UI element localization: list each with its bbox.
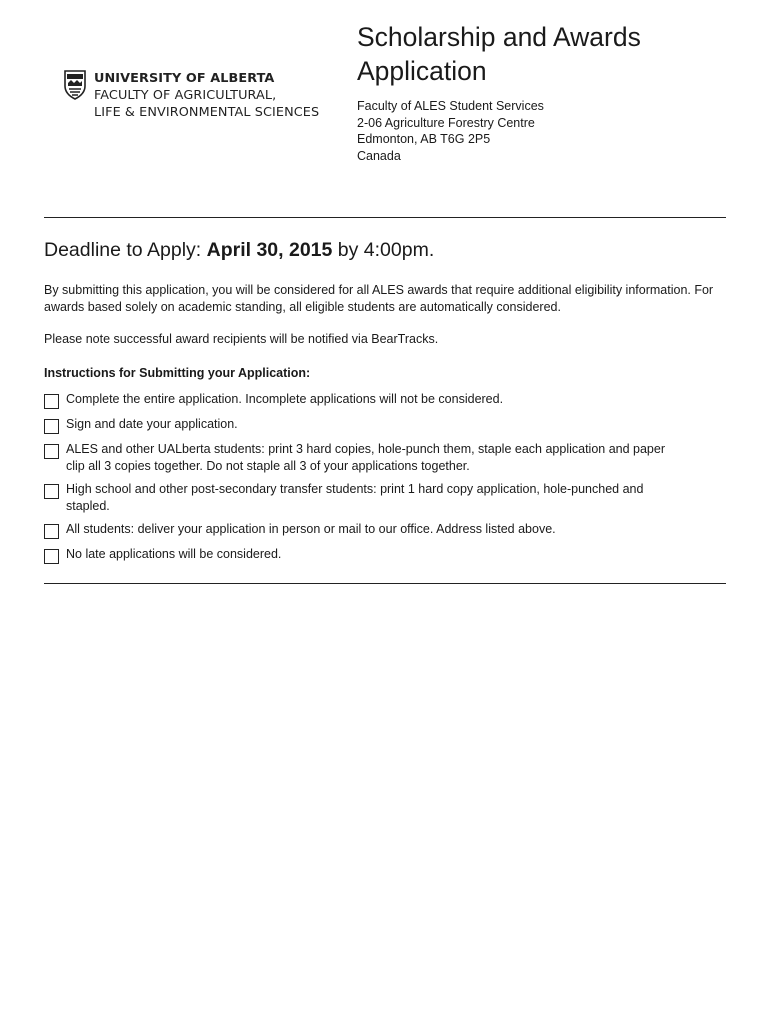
checkbox[interactable] <box>44 394 59 409</box>
address-line: 2-06 Agriculture Forestry Centre <box>357 115 535 130</box>
deadline-prefix: Deadline to Apply: <box>44 239 207 261</box>
checklist-item-text: ALES and other UALberta students: print 3 hard copies, hole-punch them, staple each application and paper clip all 3 copies together. Do not staple all 3 of your applications together. <box>66 442 665 473</box>
university-name: UNIVERSITY OF ALBERTA <box>94 71 275 86</box>
title-block <box>357 20 687 164</box>
address-line: Canada <box>357 148 401 163</box>
instructions-checklist <box>44 391 724 571</box>
checkbox[interactable] <box>44 484 59 499</box>
faculty-name-line2: LIFE & ENVIRONMENTAL SCIENCES <box>94 105 320 120</box>
checklist-item <box>44 481 724 514</box>
checkbox[interactable] <box>44 419 59 434</box>
checklist-item-text: Sign and date your application. <box>66 417 238 431</box>
eligibility-paragraph: By submitting this application, you will be considered for all ALES awards that require additional eligibility information. For awards based solely on academic standing, all eligible students are automatically considered. <box>44 283 714 314</box>
notification-paragraph: Please note successful award recipients will be notified via BearTracks. <box>44 332 439 346</box>
faculty-name <box>94 70 319 121</box>
instructions-heading: Instructions for Submitting your Application: <box>44 366 311 380</box>
checkbox[interactable] <box>44 524 59 539</box>
checklist-item-text: High school and other post-secondary transfer students: print 1 hard copy application, hole-punched and stapled. <box>66 482 644 513</box>
bottom-divider <box>44 583 726 584</box>
checklist-item <box>44 391 724 409</box>
university-logo <box>64 70 319 121</box>
university-crest-icon <box>64 70 86 100</box>
deadline-heading <box>44 237 434 263</box>
deadline-date: April 30, 2015 <box>206 239 333 261</box>
address-line: Faculty of ALES Student Services <box>357 99 544 113</box>
faculty-name-line1: FACULTY OF AGRICULTURAL, <box>94 88 277 103</box>
checklist-item <box>44 546 724 564</box>
checklist-item <box>44 416 724 434</box>
checklist-item-text: All students: deliver your application in person or mail to our office. Address listed above. <box>66 522 556 536</box>
checklist-item <box>44 441 724 474</box>
deadline-suffix: by 4:00pm. <box>332 239 435 261</box>
checkbox[interactable] <box>44 549 59 564</box>
checkbox[interactable] <box>44 444 59 459</box>
checklist-item-text: Complete the entire application. Incomplete applications will not be considered. <box>66 392 504 406</box>
office-address <box>357 98 687 164</box>
top-divider <box>44 217 726 218</box>
address-line: Edmonton, AB T6G 2P5 <box>357 132 491 146</box>
page-title: Scholarship and Awards Application <box>357 22 641 86</box>
checklist-item-text: No late applications will be considered. <box>66 547 282 561</box>
checklist-item <box>44 521 724 539</box>
